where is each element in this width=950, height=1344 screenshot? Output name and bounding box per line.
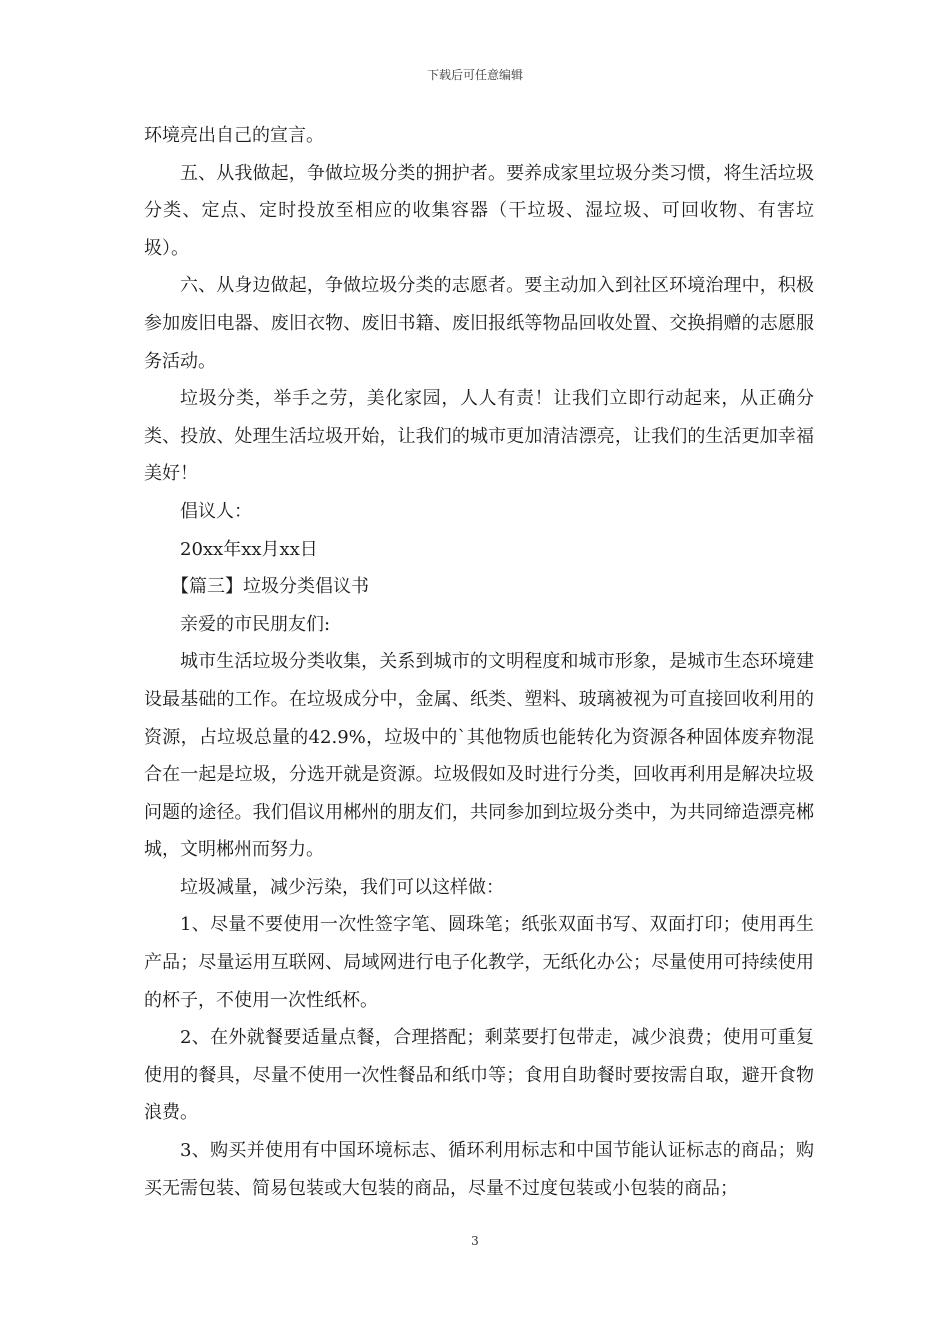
signature-line: 倡议人：: [180, 500, 252, 522]
salutation: 亲爱的市民朋友们:: [180, 613, 331, 635]
paragraph-lead-in: 垃圾减量，减少污染，我们可以这样做：: [180, 876, 504, 898]
paragraph-closing-appeal: 垃圾分类，举手之劳，美化家园，人人有责！让我们立即行动起来，从正确分类、投放、处理生活垃圾开始，让我们的城市更加清洁漂亮，让我们的生活更加幸福美好！: [144, 388, 814, 485]
list-item-two: 2、在外就餐要适量点餐，合理搭配；剩菜要打包带走，减少浪费；使用可重复使用的餐具，尽量不使用一次性餐品和纸巾等；食用自助餐时要按需自取，避开食物浪费。: [144, 1027, 814, 1124]
page-header: 下载后可任意编辑: [426, 68, 523, 82]
paragraph-point-five: 五、从我做起，争做垃圾分类的拥护者。要养成家里垃圾分类习惯，将生活垃圾分类、定点、定时投放至相应的收集容器（干垃圾、湿垃圾、可回收物、有害垃圾）。: [144, 162, 814, 259]
list-item-one: 1、尽量不要使用一次性签字笔、圆珠笔；纸张双面书写、双面打印；使用再生产品；尽量运用互联网、局域网进行电子化教学，无纸化办公；尽量使用可持续使用的杯子，不使用一次性纸杯。: [144, 914, 814, 1011]
document-body: [144, 117, 814, 1207]
paragraph-point-six: 六、从身边做起，争做垃圾分类的志愿者。要主动加入到社区环境治理中，积极参加废旧电器、废旧衣物、废旧书籍、废旧报纸等物品回收处置、交换捐赠的志愿服务活动。: [144, 275, 814, 372]
page-number: 3: [471, 1234, 479, 1248]
paragraph-continuation: 环境亮出自己的宣言。: [144, 125, 324, 146]
paragraph-intro: 城市生活垃圾分类收集，关系到城市的文明程度和城市形象，是城市生态环境建设最基础的工作。在垃圾成分中，金属、纸类、塑料、玻璃被视为可直接回收利用的资源，占垃圾总量的42.9%，垃圾中的`其他物质也能转化为资源各种固体废弃物混合在一起是垃圾，分选开就是资源。垃圾假如及时进行分类，回收再利用是解决垃圾问题的途径。我们倡议用郴州的朋友们，共同参加到垃圾分类中，为共同缔造漂亮郴城，文明郴州而努力。: [144, 651, 814, 861]
date-line: 20xx年xx月xx日: [180, 538, 318, 560]
list-item-three: 3、购买并使用有中国环境标志、循环利用标志和中国节能认证标志的商品；购买无需包装、简易包装或大包装的商品，尽量不过度包装或小包装的商品；: [144, 1140, 814, 1199]
section-title: 【篇三】垃圾分类倡议书: [171, 576, 369, 598]
